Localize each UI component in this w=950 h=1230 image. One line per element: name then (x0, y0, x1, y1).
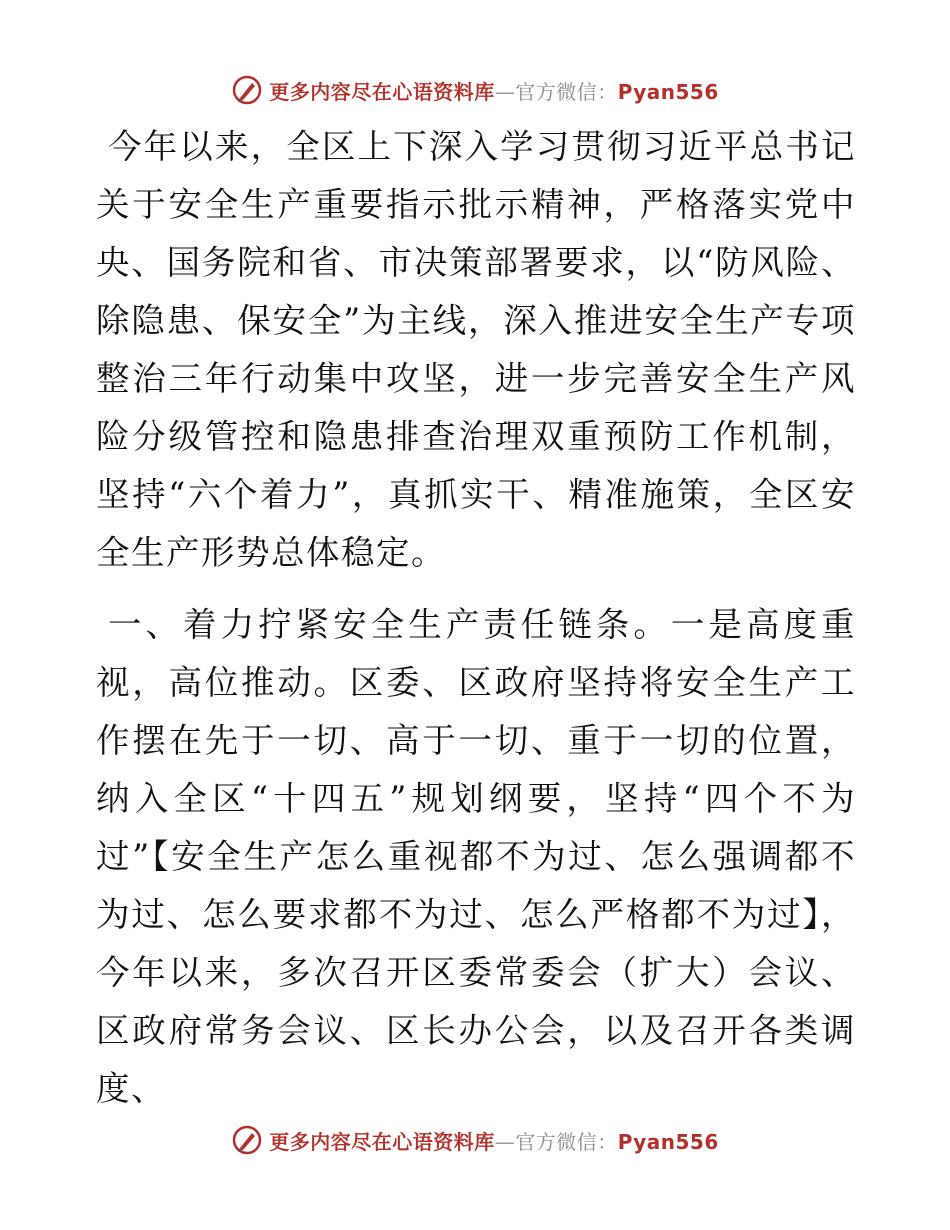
watermark-account: Pyan556 (617, 1129, 719, 1154)
watermark-footer (0, 1120, 950, 1160)
watermark-brand: 更多内容尽在心语资料库 (269, 1129, 495, 1154)
pen-logo-icon (231, 74, 263, 106)
watermark-official-label: 官方微信： (515, 1129, 618, 1154)
pen-logo-icon (231, 1124, 263, 1156)
paragraph-intro: 今年以来，全区上下深入学习贯彻习近平总书记关于安全生产重要指示批示精神，严格落实党中央、国务院和省、市决策部署要求，以“防风险、除隐患、保安全”为主线，深入推进安全生产专项整治三年行动集中攻坚，进一步完善安全生产风险分级管控和隐患排查治理双重预防工作机制，坚持“六个着力”，真抓实干、精准施策，全区安全生产形势总体稳定。 (96, 127, 856, 572)
watermark-account: Pyan556 (617, 79, 719, 104)
watermark-separator: — (494, 79, 516, 104)
watermark-official-label: 官方微信： (515, 79, 618, 104)
document-body (96, 118, 856, 1118)
watermark-header (0, 70, 950, 110)
paragraph-section-one: 一、着力拧紧安全生产责任链条。一是高度重视，高位推动。区委、区政府坚持将安全生产工作摆在先于一切、高于一切、重于一切的位置，纳入全区“十四五”规划纲要，坚持“四个不为过”【安全生产怎么重视都不为过、怎么强调都不为过、怎么要求都不为过、怎么严格都不为过】，今年以来，多次召开区委常委会（扩大）会议、区政府常务会议、区长办公会，以及召开各类调度、 (96, 605, 856, 1108)
watermark-separator: — (494, 1129, 516, 1154)
watermark-brand: 更多内容尽在心语资料库 (269, 79, 495, 104)
